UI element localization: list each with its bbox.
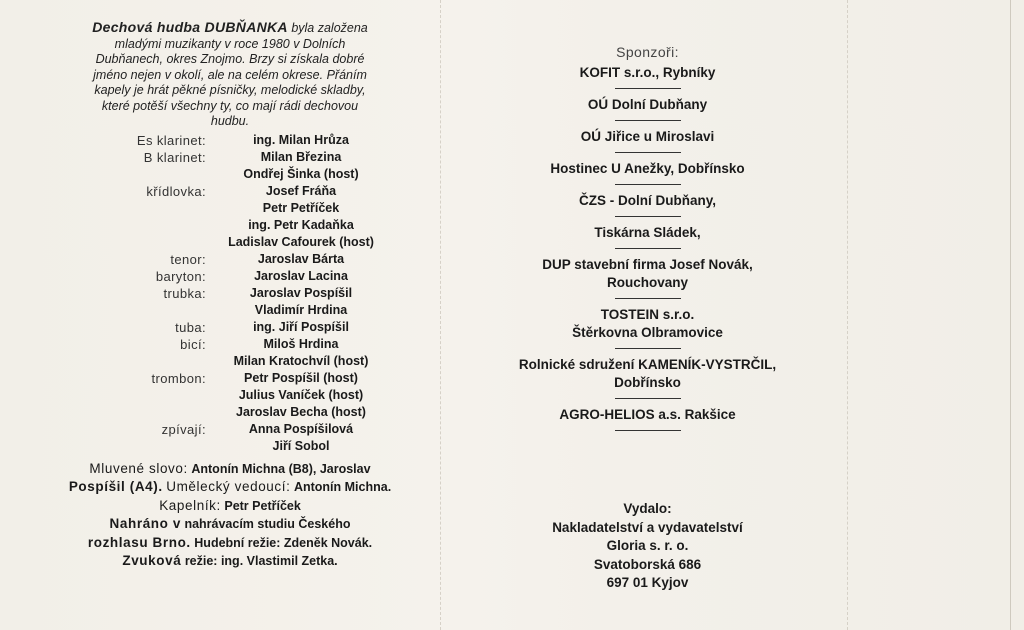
sponsor-divider — [615, 88, 681, 89]
instrument-label: B klarinet: — [143, 149, 206, 165]
musician-name: Ondřej Šinka (host) — [243, 166, 359, 181]
instrument-label: trubka: — [163, 285, 206, 301]
sponsor-line: Rouchovany — [606, 275, 688, 290]
musician-name: ing. Petr Kadaňka — [248, 217, 354, 232]
sponsor-line: OÚ Jiřice u Miroslavi — [580, 129, 715, 144]
musician-name: Jiří Sobol — [272, 438, 330, 453]
instrument-label: zpívají: — [161, 421, 206, 437]
sponsor-line: Hostinec U Anežky, Dobřínsko — [550, 161, 745, 176]
musician-name: Milan Březina — [260, 149, 342, 164]
sponsor-line: Dobřínsko — [614, 375, 681, 390]
sponsor-divider — [615, 216, 681, 217]
roster-row — [40, 132, 420, 149]
sponsor-entry — [480, 356, 815, 392]
band-name: Dechová hudba DUBŇANKA — [92, 19, 288, 35]
musician-name: Miloš Hrdina — [263, 336, 339, 351]
musician-name: Jaroslav Bárta — [257, 251, 345, 266]
sponsor-entry — [480, 128, 815, 146]
fold-line-left — [440, 0, 441, 630]
sponsor-entry — [480, 224, 815, 242]
credits: Mluvené slovo: Antonín Michna (B8), Jaroslav Pospíšil (A4). Umělecký vedoucí: Antonín Michna. Kapelník: Petr Petříček Nahráno v nahrávacím studiu Českého rozhlasu Brno. Hudební režie: Zdeněk Novák. Zvuková režie: ing. Vlastimil Zetka. — [68, 460, 392, 568]
sponsor-divider — [615, 248, 681, 249]
roster-row — [40, 319, 420, 336]
sponsors-panel — [480, 44, 815, 438]
instrument-label: tuba: — [175, 319, 206, 335]
band-roster — [40, 132, 420, 455]
musician-name: ing. Milan Hrůza — [253, 132, 349, 147]
musician-name: Josef Fráňa — [265, 183, 337, 198]
sponsor-entry — [480, 256, 815, 292]
musician-names — [212, 183, 420, 251]
sponsor-line: Tiskárna Sládek, — [594, 225, 701, 240]
sponsor-divider — [615, 152, 681, 153]
musician-names — [212, 149, 420, 183]
musician-name: Anna Pospíšilová — [248, 421, 354, 436]
sponsor-divider — [615, 348, 681, 349]
musician-name: ing. Jiří Pospíšil — [253, 319, 349, 334]
roster-row — [40, 370, 420, 421]
musician-name: Jaroslav Pospíšil — [249, 285, 353, 300]
publisher-block: Vydalo: Nakladatelství a vydavatelství Gloria s. r. o. Svatoborská 686 697 01 Kyjov — [552, 501, 743, 590]
musician-name: Petr Petříček — [262, 200, 340, 215]
instrument-label: baryton: — [155, 268, 206, 284]
sponsor-line: DUP stavební firma Josef Novák, — [542, 257, 753, 272]
sponsor-entry — [480, 406, 815, 424]
sponsor-divider — [615, 430, 681, 431]
musician-names — [212, 268, 420, 285]
sponsor-entry — [480, 96, 815, 114]
sponsor-entry — [480, 306, 815, 342]
page-edge — [1010, 0, 1011, 630]
roster-row — [40, 285, 420, 319]
musician-names — [212, 319, 420, 336]
instrument-label: Es klarinet: — [136, 132, 206, 148]
musician-name: Jaroslav Becha (host) — [236, 404, 366, 419]
musician-names — [212, 132, 420, 149]
musician-name: Milan Kratochvíl (host) — [233, 353, 369, 368]
roster-row — [40, 251, 420, 268]
musician-names — [212, 251, 420, 268]
roster-row — [40, 183, 420, 251]
sponsor-line: AGRO-HELIOS a.s. Rakšice — [559, 407, 736, 422]
sponsor-line: Štěrkovna Olbramovice — [572, 325, 723, 340]
roster-row — [40, 336, 420, 370]
instrument-label: tenor: — [170, 251, 206, 267]
sponsor-line: TOSTEIN s.r.o. — [600, 307, 695, 322]
instrument-label: křídlovka: — [146, 183, 206, 199]
instrument-label: bicí: — [180, 336, 206, 352]
fold-line-right — [847, 0, 848, 630]
left-panel — [40, 20, 420, 571]
musician-name: Petr Pospíšil (host) — [244, 370, 358, 385]
musician-names — [212, 370, 420, 421]
roster-row — [40, 268, 420, 285]
musician-name: Ladislav Cafourek (host) — [228, 234, 374, 249]
sponsor-divider — [615, 298, 681, 299]
sponsor-entry — [480, 64, 815, 82]
instrument-label: trombon: — [151, 370, 206, 386]
musician-names — [212, 336, 420, 370]
sponsor-line: ČZS - Dolní Dubňany, — [579, 193, 716, 208]
sponsor-entry — [480, 192, 815, 210]
sponsor-line: Rolnické sdružení KAMENÍK-VYSTRČIL, — [518, 357, 777, 372]
sponsor-line: KOFIT s.r.o., Rybníky — [579, 65, 716, 80]
roster-row — [40, 149, 420, 183]
sponsor-divider — [615, 184, 681, 185]
musician-name: Julius Vaníček (host) — [238, 387, 364, 402]
musician-name: Jaroslav Lacina — [254, 268, 348, 283]
sponsor-divider — [615, 398, 681, 399]
intro-text: Dechová hudba DUBŇANKA byla založena mladými muzikanty v roce 1980 v Dolních Dubňanech, okres Znojmo. Brzy si získala dobré jméno nejen v okolí, ale na celém okrese. Přáním kapely je hrát pěkné písničky, melodické skladby, které potěší všechny ty, co mají rádi dechovou hudbu. — [92, 19, 368, 128]
musician-name: Vladimír Hrdina — [254, 302, 348, 317]
sponsors-title: Sponzoři: — [616, 44, 679, 60]
roster-row — [40, 421, 420, 455]
musician-names — [212, 285, 420, 319]
sponsor-entry — [480, 160, 815, 178]
musician-names — [212, 421, 420, 455]
sponsor-divider — [615, 120, 681, 121]
sponsor-line: OÚ Dolní Dubňany — [587, 97, 708, 112]
